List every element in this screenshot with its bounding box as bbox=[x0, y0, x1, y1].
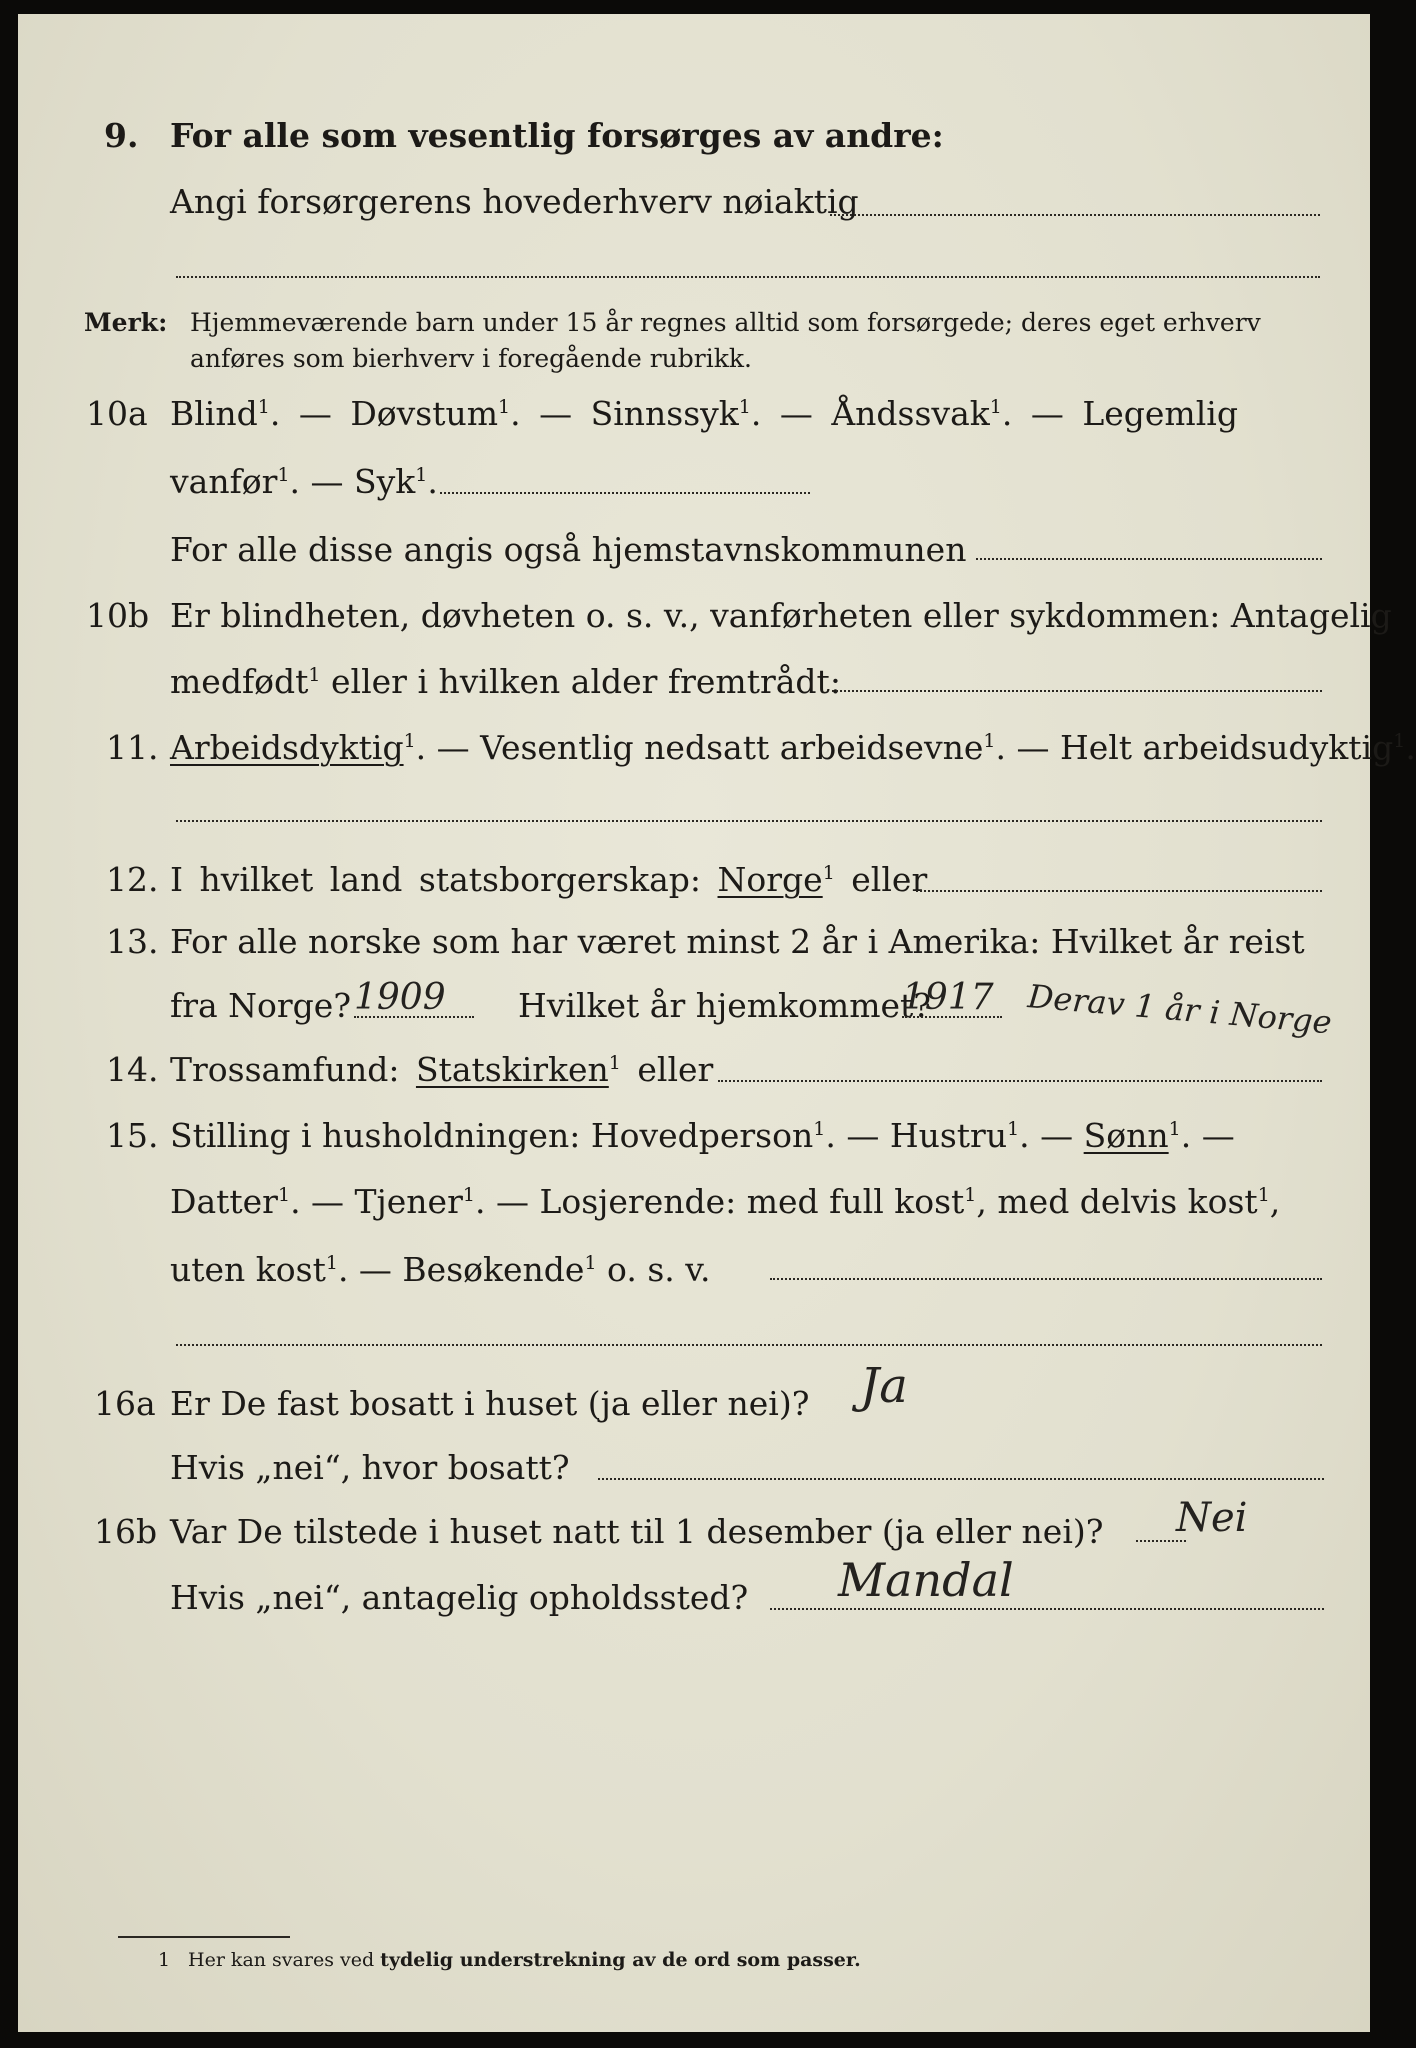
q14-answer-line[interactable] bbox=[718, 1080, 1322, 1082]
q10b-line-1: Er blindheten, døvheten o. s. v., vanførheten eller sykdommen: Antagelig bbox=[170, 596, 1392, 635]
q15-line-1: Stilling i husholdningen: Hovedperson$^1$. — Hustru$^1$. — Sønn$^1$. — bbox=[170, 1116, 1235, 1155]
q16b-place-line[interactable] bbox=[770, 1608, 1324, 1610]
q13-year-back-line[interactable] bbox=[902, 1016, 1002, 1018]
q10b-line-2: medfødt$^1$ eller i hvilken alder fremtrådt: bbox=[170, 662, 841, 701]
q9-heading: For alle som vesentlig forsørges av andre: bbox=[170, 116, 944, 155]
option-vanfor[interactable]: vanfør bbox=[170, 462, 278, 501]
option-medfodt[interactable]: medfødt bbox=[170, 662, 309, 701]
q11-answer-line[interactable] bbox=[176, 820, 1322, 822]
q9-answer-line[interactable] bbox=[830, 214, 1320, 216]
q15-answer-line-2[interactable] bbox=[176, 1344, 1322, 1346]
footnote-marker: 1 bbox=[158, 1949, 171, 1971]
option-hovedperson[interactable]: Stilling i husholdningen: Hovedperson bbox=[170, 1116, 814, 1155]
merk-label: Merk: bbox=[84, 308, 168, 337]
q10b-answer-line[interactable] bbox=[832, 690, 1322, 692]
q15-answer-line[interactable] bbox=[770, 1278, 1322, 1280]
q13-number: 13. bbox=[106, 922, 159, 961]
option-arbeidsdyktig[interactable]: Arbeidsdyktig bbox=[170, 728, 404, 767]
option-blind[interactable]: Blind bbox=[170, 394, 258, 433]
q11-number: 11. bbox=[106, 728, 159, 767]
option-andssvak[interactable]: — Åndssvak bbox=[779, 394, 990, 433]
q11-line: Arbeidsdyktig$^1$. — Vesentlig nedsatt arbeidsevne$^1$. — Helt arbeidsudyktig$^1$. bbox=[170, 728, 1416, 767]
q15-line-2: Datter$^1$. — Tjener$^1$. — Losjerende: med full kost$^1$, med delvis kost$^1$, bbox=[170, 1182, 1281, 1221]
q13-year-left-line[interactable] bbox=[354, 1016, 474, 1018]
q13-hand-year-left: 1909 bbox=[354, 977, 446, 1018]
option-besokende[interactable]: . — Besøkende bbox=[337, 1250, 585, 1289]
option-datter[interactable]: Datter bbox=[170, 1182, 278, 1221]
option-full-kost[interactable]: . — Losjerende: med full kost bbox=[474, 1182, 965, 1221]
merk-line-2: anføres som bierhverv i foregående rubrikk. bbox=[190, 344, 752, 373]
q15-line-3: uten kost$^1$. — Besøkende$^1$ o. s. v. bbox=[170, 1250, 711, 1289]
q10a-kommune-line[interactable] bbox=[976, 558, 1322, 560]
option-udyktig[interactable]: . — Helt arbeidsudyktig bbox=[995, 728, 1394, 767]
footnote-rule bbox=[118, 1936, 290, 1938]
q12-number: 12. bbox=[106, 860, 159, 899]
option-sonn[interactable]: Sønn bbox=[1083, 1116, 1169, 1155]
q10a-number: 10a bbox=[86, 394, 148, 433]
q13-fra-norge: fra Norge? bbox=[170, 986, 352, 1025]
q16a-line-1: Er De fast bosatt i huset (ja eller nei)? bbox=[170, 1384, 810, 1423]
q16b-number: 16b bbox=[94, 1512, 158, 1551]
q16b-hand-place: Mandal bbox=[838, 1553, 1014, 1607]
q10a-syk-line[interactable] bbox=[440, 492, 810, 494]
q10a-line-2: vanfør$^1$. — Syk$^1$. bbox=[170, 462, 438, 501]
option-tjener[interactable]: . — Tjener bbox=[290, 1182, 463, 1221]
q16b-line-1: Var De tilstede i huset natt til 1 desember (ja eller nei)? bbox=[170, 1512, 1104, 1551]
option-delvis-kost[interactable]: , med delvis kost bbox=[976, 1182, 1258, 1221]
q15-number: 15. bbox=[106, 1116, 159, 1155]
q13-hjemkommet: Hvilket år hjemkommet? bbox=[518, 986, 931, 1025]
option-hustru[interactable]: . — Hustru bbox=[825, 1116, 1008, 1155]
option-syk[interactable]: — Syk bbox=[310, 462, 416, 501]
q16a-line-2: Hvis „nei“, hvor bosatt? bbox=[170, 1448, 570, 1487]
q9-prompt: Angi forsørgerens hovederhverv nøiaktig bbox=[170, 182, 859, 221]
q10b-number: 10b bbox=[86, 596, 150, 635]
q16b-line-2: Hvis „nei“, antagelig opholdssted? bbox=[170, 1578, 749, 1617]
option-sinnssyk[interactable]: — Sinnssyk bbox=[539, 394, 739, 433]
q16b-answer-line[interactable] bbox=[1136, 1540, 1186, 1542]
q13-hand-year-back: 1917 bbox=[902, 977, 994, 1018]
census-form-page bbox=[18, 14, 1416, 2032]
option-legemlig[interactable]: — Legemlig bbox=[1030, 394, 1238, 433]
q16a-hand-answer: Ja bbox=[860, 1358, 908, 1414]
q9-number: 9. bbox=[104, 116, 139, 155]
q10a-line-1: Blind$^1$. — Døvstum$^1$. — Sinnssyk$^1$. — Åndssvak$^1$. — Legemlig bbox=[170, 394, 1238, 433]
option-statskirken[interactable]: Statskirken bbox=[415, 1050, 609, 1089]
option-norge[interactable]: Norge bbox=[717, 860, 823, 899]
q16b-hand-answer: Nei bbox=[1176, 1495, 1248, 1541]
q12-answer-line[interactable] bbox=[916, 890, 1322, 892]
option-uten-kost[interactable]: uten kost bbox=[170, 1250, 326, 1289]
footnote-text: Her kan svares ved tydelig understrekning av de ord som passer. bbox=[188, 1949, 861, 1971]
q16a-number: 16a bbox=[94, 1384, 156, 1423]
q10a-line-3: For alle disse angis også hjemstavnskommunen bbox=[170, 530, 967, 569]
q13-hand-note: Derav 1 år i Norge bbox=[1026, 977, 1334, 1042]
q14-line: Trossamfund: Statskirken$^1$ eller bbox=[170, 1050, 714, 1089]
option-dovstum[interactable]: — Døvstum bbox=[298, 394, 499, 433]
q13-line-1: For alle norske som har været minst 2 år i Amerika: Hvilket år reist bbox=[170, 922, 1305, 961]
q14-number: 14. bbox=[106, 1050, 159, 1089]
q12-line: I hvilket land statsborgerskap: Norge$^1$ eller bbox=[170, 860, 928, 899]
q16a-answer-line[interactable] bbox=[598, 1478, 1324, 1480]
q9-answer-line-2[interactable] bbox=[176, 276, 1320, 278]
option-nedsatt[interactable]: . — Vesentlig nedsatt arbeidsevne bbox=[415, 728, 984, 767]
merk-line-1: Hjemmeværende barn under 15 år regnes alltid som forsørgede; deres eget erhverv bbox=[190, 308, 1261, 337]
